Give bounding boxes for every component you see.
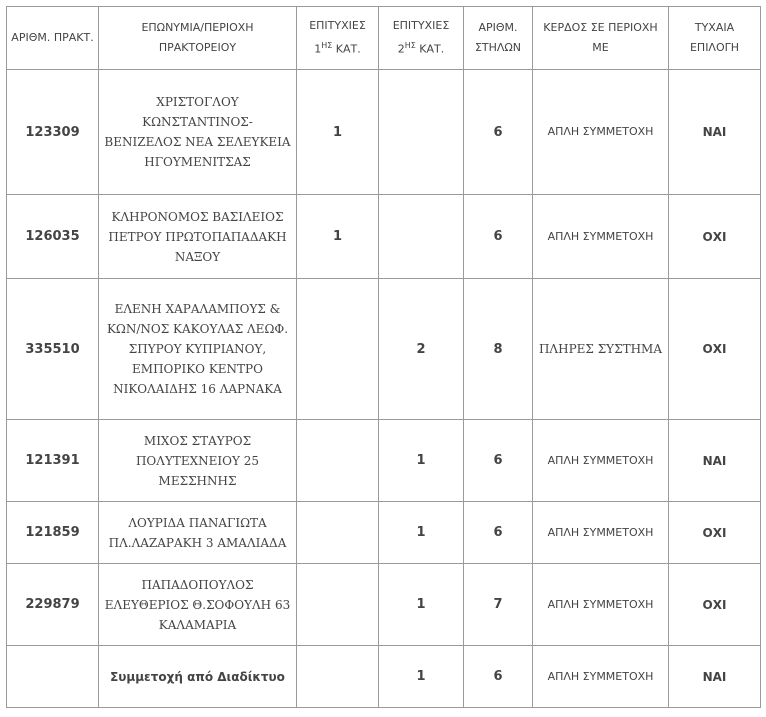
agency-name-cell: ΠΑΠΑΔΟΠΟΥΛΟΣ ΕΛΕΥΘΕΡΙΟΣ Θ.ΣΟΦΟΥΛΗ 63 ΚΑΛΑΜΑΡΙΑ: [99, 564, 297, 646]
table-row: [7, 420, 761, 502]
random-pick-cell: ΝΑΙ: [669, 646, 761, 708]
header-hits-1st-sup: ΗΣ: [321, 41, 333, 51]
columns-cell: 6: [464, 195, 533, 279]
header-row: [7, 7, 761, 70]
random-pick-cell: ΟΧΙ: [669, 195, 761, 279]
table-row: [7, 646, 761, 708]
header-hits-2nd-text: ΕΠΙΤΥΧΙΕΣ: [392, 19, 450, 33]
header-hits-1st-cat: ΚΑΤ.: [335, 42, 361, 56]
columns-cell: 6: [464, 70, 533, 195]
hits-2nd-cell: 1: [379, 502, 464, 564]
profit-cell: ΑΠΛΗ ΣΥΜΜΕΤΟΧΗ: [533, 70, 669, 195]
columns-cell: 6: [464, 502, 533, 564]
agency-name-cell: ΛΟΥΡΙΔΑ ΠΑΝΑΓΙΩΤΑ ΠΛ.ΛΑΖΑΡΑΚΗ 3 ΑΜΑΛΙΑΔΑ: [99, 502, 297, 564]
header-hits-1st-num: 1: [314, 42, 322, 56]
header-columns: ΑΡΙΘΜ. ΣΤΗΛΩΝ: [464, 7, 533, 70]
random-pick-cell: ΟΧΙ: [669, 502, 761, 564]
agency-no-cell: 121859: [7, 502, 99, 564]
header-agency-no: ΑΡΙΘΜ. ΠΡΑΚΤ.: [7, 7, 99, 70]
random-pick-cell: ΝΑΙ: [669, 420, 761, 502]
agency-no-cell: 126035: [7, 195, 99, 279]
header-hits-2nd-num: 2: [397, 42, 405, 56]
random-pick-cell: ΟΧΙ: [669, 279, 761, 420]
header-profit-area: ΚΕΡΔΟΣ ΣΕ ΠΕΡΙΟΧΗ ΜΕ: [533, 7, 669, 70]
agency-no-cell: [7, 646, 99, 708]
hits-1st-cell: [297, 502, 379, 564]
agency-name-cell: ΧΡΙΣΤΟΓΛΟΥ ΚΩΝΣΤΑΝΤΙΝΟΣ- ΒΕΝΙΖΕΛΟΣ ΝΕΑ ΣΕΛΕΥΚΕΙΑ ΗΓΟΥΜΕΝΙΤΣΑΣ: [99, 70, 297, 195]
table-row: [7, 502, 761, 564]
random-pick-cell: ΟΧΙ: [669, 564, 761, 646]
hits-1st-cell: [297, 564, 379, 646]
hits-1st-cell: 1: [297, 195, 379, 279]
header-agency-name: ΕΠΩΝΥΜΙΑ/ΠΕΡΙΟΧΗ ΠΡΑΚΤΟΡΕΙΟΥ: [99, 7, 297, 70]
hits-2nd-cell: [379, 70, 464, 195]
hits-1st-cell: [297, 646, 379, 708]
table-row: [7, 279, 761, 420]
header-hits-1st-text: ΕΠΙΤΥΧΙΕΣ: [309, 19, 366, 33]
header-hits-2nd-cat: ΚΑΤ.: [419, 42, 445, 56]
random-pick-cell: ΝΑΙ: [669, 70, 761, 195]
hits-2nd-cell: 1: [379, 564, 464, 646]
columns-cell: 7: [464, 564, 533, 646]
header-hits-1st: [297, 7, 379, 70]
hits-2nd-cell: 1: [379, 420, 464, 502]
hits-2nd-cell: 2: [379, 279, 464, 420]
agency-name-cell: Συμμετοχή από Διαδίκτυο: [99, 646, 297, 708]
profit-cell: ΑΠΛΗ ΣΥΜΜΕΤΟΧΗ: [533, 420, 669, 502]
columns-cell: 6: [464, 646, 533, 708]
profit-cell: ΑΠΛΗ ΣΥΜΜΕΤΟΧΗ: [533, 195, 669, 279]
hits-1st-cell: [297, 279, 379, 420]
header-hits-2nd: [379, 7, 464, 70]
hits-1st-cell: 1: [297, 70, 379, 195]
header-hits-2nd-sup: ΗΣ: [404, 41, 416, 51]
agency-no-cell: 229879: [7, 564, 99, 646]
header-random-pick: ΤΥΧΑΙΑ ΕΠΙΛΟΓΗ: [669, 7, 761, 70]
hits-2nd-cell: [379, 195, 464, 279]
profit-cell: ΑΠΛΗ ΣΥΜΜΕΤΟΧΗ: [533, 564, 669, 646]
profit-cell: ΠΛΗΡΕΣ ΣΥΣΤΗΜΑ: [533, 279, 669, 420]
agency-no-cell: 335510: [7, 279, 99, 420]
agency-name-cell: ΕΛΕΝΗ ΧΑΡΑΛΑΜΠΟΥΣ & ΚΩΝ/ΝΟΣ ΚΑΚΟΥΛΑΣ ΛΕΩΦ. ΣΠΥΡΟΥ ΚΥΠΡΙΑΝΟΥ, ΕΜΠΟΡΙΚΟ ΚΕΝΤΡΟ ΝΙΚΟΛΑΙΔΗΣ 16 ΛΑΡΝΑΚΑ: [99, 279, 297, 420]
agency-no-cell: 123309: [7, 70, 99, 195]
profit-cell: ΑΠΛΗ ΣΥΜΜΕΤΟΧΗ: [533, 646, 669, 708]
winners-table: [6, 6, 761, 708]
agency-no-cell: 121391: [7, 420, 99, 502]
hits-2nd-cell: 1: [379, 646, 464, 708]
columns-cell: 6: [464, 420, 533, 502]
profit-cell: ΑΠΛΗ ΣΥΜΜΕΤΟΧΗ: [533, 502, 669, 564]
table-row: [7, 70, 761, 195]
table-row: [7, 564, 761, 646]
table-row: [7, 195, 761, 279]
agency-name-cell: ΚΛΗΡΟΝΟΜΟΣ ΒΑΣΙΛΕΙΟΣ ΠΕΤΡΟΥ ΠΡΩΤΟΠΑΠΑΔΑΚΗ ΝΑΞΟΥ: [99, 195, 297, 279]
agency-name-cell: ΜΙΧΟΣ ΣΤΑΥΡΟΣ ΠΟΛΥΤΕΧΝΕΙΟΥ 25 ΜΕΣΣΗΝΗΣ: [99, 420, 297, 502]
hits-1st-cell: [297, 420, 379, 502]
columns-cell: 8: [464, 279, 533, 420]
